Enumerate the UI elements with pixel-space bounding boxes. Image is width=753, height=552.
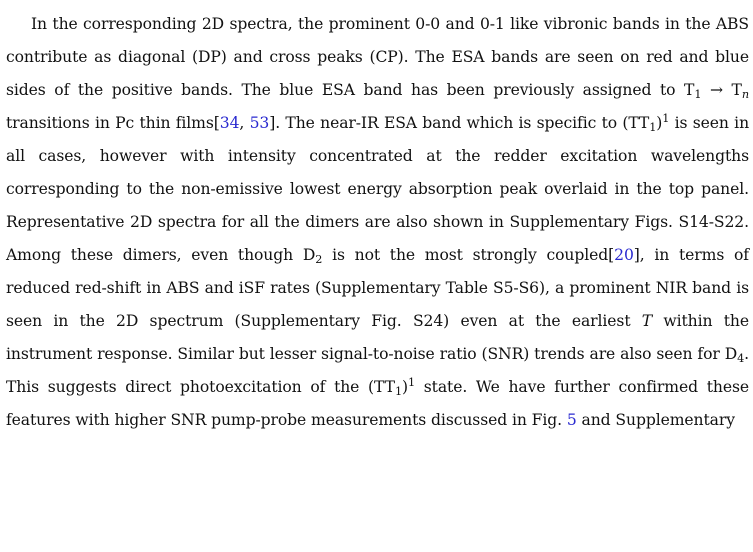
text-run: is seen in all cases, however with intensity concentrated at the redder excitation wavelengths corresponding to the non-emissive lowest energy absorption peak overlaid in the top panel. Representative 2D spectra for all the dimers are also shown in Supplementary Figs. S14-S22. Among these dimers, even though D bbox=[6, 114, 750, 264]
subscript: 1 bbox=[694, 87, 702, 101]
text-run: is not the most strongly coupled[ bbox=[322, 246, 615, 264]
citation-link-20[interactable]: 20 bbox=[614, 246, 634, 264]
text-run: ]. The near-IR ESA band which is specific to (TT bbox=[269, 114, 650, 132]
body-paragraph bbox=[6, 8, 749, 437]
text-run: . This suggests direct photoexcitation of the (TT bbox=[6, 345, 749, 396]
text-run: and Supplementary bbox=[576, 411, 735, 429]
text-run: ) bbox=[656, 114, 663, 132]
text-run: ], in terms of reduced red-shift in ABS and iSF rates (Supplementary Table S5-S6), a prominent NIR band is seen in the 2D spectrum (Supplementary Fig. S24) even at the earliest bbox=[6, 246, 749, 330]
superscript: 1 bbox=[407, 375, 416, 389]
text-run: ) bbox=[401, 378, 408, 396]
citation-link-34[interactable]: 34 bbox=[219, 114, 240, 132]
citation-link-53[interactable]: 53 bbox=[249, 114, 270, 132]
subscript: 1 bbox=[394, 384, 402, 398]
subscript: 4 bbox=[737, 351, 745, 365]
text-run: → T bbox=[701, 81, 742, 99]
text-run: , bbox=[239, 114, 250, 132]
text-run: In the corresponding 2D spectra, the prominent 0-0 and 0-1 like vibronic bands in the ABS contribute as diagonal (DP) and cross peaks (CP). The ESA bands are seen on red and blue sides of the positive bands. The blue ESA band has been previously assigned to T bbox=[6, 15, 749, 99]
superscript: 1 bbox=[662, 111, 670, 125]
subscript: n bbox=[741, 87, 749, 101]
text-run: state. We have further confirmed these features with higher SNR pump-probe measurements discussed in Fig. bbox=[6, 378, 749, 429]
subscript: 2 bbox=[315, 252, 323, 266]
text-run: within the instrument response. Similar but lesser signal-to-noise ratio (SNR) trends are also seen for D bbox=[6, 312, 749, 363]
text-run: transitions in Pc thin films[ bbox=[6, 114, 220, 132]
subscript: 1 bbox=[649, 120, 657, 134]
figure-link-5[interactable]: 5 bbox=[566, 411, 577, 429]
variable-t: T bbox=[641, 312, 653, 330]
